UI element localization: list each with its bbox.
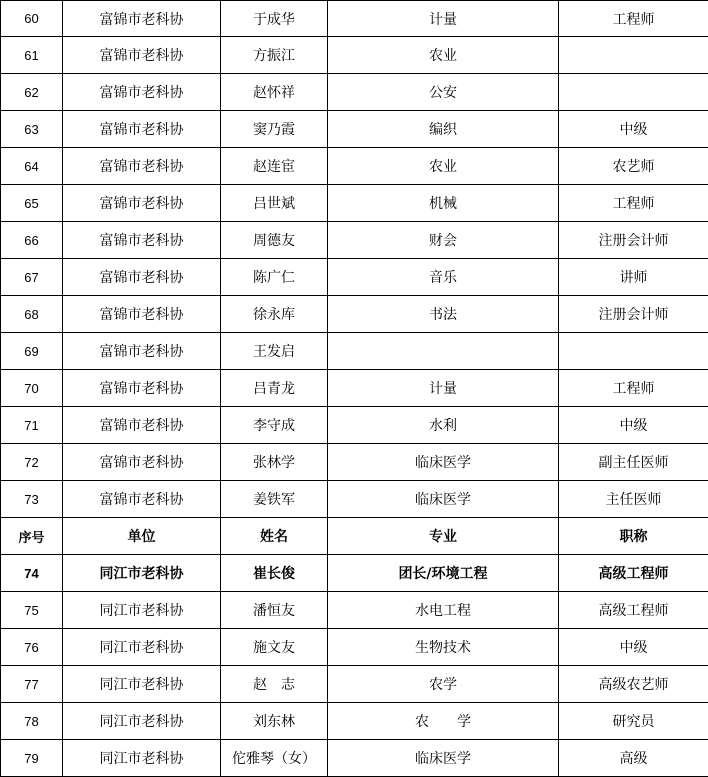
cell-title: 高级工程师 xyxy=(559,592,708,629)
table-row xyxy=(1,296,708,333)
cell-name: 方振江 xyxy=(221,37,328,74)
table-body xyxy=(1,1,708,777)
cell-name: 徐永库 xyxy=(221,296,328,333)
cell-name: 赵 志 xyxy=(221,666,328,703)
table-row xyxy=(1,407,708,444)
table-row xyxy=(1,740,708,777)
header-unit: 单位 xyxy=(63,518,221,555)
cell-unit: 富锦市老科协 xyxy=(63,296,221,333)
cell-serial: 65 xyxy=(1,185,63,222)
cell-unit: 富锦市老科协 xyxy=(63,370,221,407)
cell-title: 讲师 xyxy=(559,259,708,296)
cell-name: 佗雅琴（女） xyxy=(221,740,328,777)
cell-major: 机械 xyxy=(328,185,559,222)
cell-unit: 富锦市老科协 xyxy=(63,37,221,74)
table-row xyxy=(1,592,708,629)
cell-serial: 64 xyxy=(1,148,63,185)
cell-unit: 富锦市老科协 xyxy=(63,259,221,296)
cell-unit: 同江市老科协 xyxy=(63,629,221,666)
cell-name: 陈广仁 xyxy=(221,259,328,296)
cell-serial: 70 xyxy=(1,370,63,407)
cell-name: 李守成 xyxy=(221,407,328,444)
cell-name: 周德友 xyxy=(221,222,328,259)
cell-unit: 富锦市老科协 xyxy=(63,148,221,185)
cell-unit: 富锦市老科协 xyxy=(63,185,221,222)
table-row xyxy=(1,555,708,592)
table-row xyxy=(1,333,708,370)
cell-serial: 76 xyxy=(1,629,63,666)
cell-major: 农业 xyxy=(328,37,559,74)
table-row xyxy=(1,222,708,259)
cell-name: 张林学 xyxy=(221,444,328,481)
cell-title: 高级 xyxy=(559,740,708,777)
cell-major: 临床医学 xyxy=(328,481,559,518)
cell-serial: 77 xyxy=(1,666,63,703)
cell-serial: 78 xyxy=(1,703,63,740)
cell-major xyxy=(328,333,559,370)
cell-title xyxy=(559,333,708,370)
cell-serial: 72 xyxy=(1,444,63,481)
cell-name: 刘东林 xyxy=(221,703,328,740)
table-row xyxy=(1,259,708,296)
cell-major: 公安 xyxy=(328,74,559,111)
cell-serial: 67 xyxy=(1,259,63,296)
cell-unit: 同江市老科协 xyxy=(63,666,221,703)
table-row xyxy=(1,1,708,37)
cell-name: 姜铁军 xyxy=(221,481,328,518)
cell-title: 中级 xyxy=(559,629,708,666)
cell-title: 工程师 xyxy=(559,185,708,222)
table-row xyxy=(1,444,708,481)
cell-serial: 62 xyxy=(1,74,63,111)
cell-major: 计量 xyxy=(328,1,559,37)
cell-title: 主任医师 xyxy=(559,481,708,518)
table-row xyxy=(1,481,708,518)
table-row xyxy=(1,666,708,703)
table-row xyxy=(1,148,708,185)
table-row xyxy=(1,37,708,74)
cell-unit: 富锦市老科协 xyxy=(63,74,221,111)
cell-serial: 71 xyxy=(1,407,63,444)
cell-major: 书法 xyxy=(328,296,559,333)
cell-major: 编织 xyxy=(328,111,559,148)
cell-major: 临床医学 xyxy=(328,444,559,481)
cell-serial: 69 xyxy=(1,333,63,370)
cell-name: 吕世斌 xyxy=(221,185,328,222)
table-row xyxy=(1,74,708,111)
cell-name: 于成华 xyxy=(221,1,328,37)
cell-unit: 富锦市老科协 xyxy=(63,222,221,259)
cell-major: 水电工程 xyxy=(328,592,559,629)
cell-unit: 富锦市老科协 xyxy=(63,333,221,370)
cell-serial: 68 xyxy=(1,296,63,333)
cell-major: 计量 xyxy=(328,370,559,407)
cell-unit: 富锦市老科协 xyxy=(63,407,221,444)
cell-major: 音乐 xyxy=(328,259,559,296)
cell-title: 中级 xyxy=(559,407,708,444)
table-row xyxy=(1,111,708,148)
header-row xyxy=(1,518,708,555)
cell-major: 团长/环境工程 xyxy=(328,555,559,592)
cell-major: 农业 xyxy=(328,148,559,185)
cell-unit: 富锦市老科协 xyxy=(63,1,221,37)
cell-title: 工程师 xyxy=(559,370,708,407)
table-row xyxy=(1,370,708,407)
cell-title: 副主任医师 xyxy=(559,444,708,481)
cell-major: 农学 xyxy=(328,666,559,703)
cell-title xyxy=(559,37,708,74)
cell-name: 窦乃霞 xyxy=(221,111,328,148)
header-major: 专业 xyxy=(328,518,559,555)
cell-title: 高级工程师 xyxy=(559,555,708,592)
cell-major: 生物技术 xyxy=(328,629,559,666)
header-name: 姓名 xyxy=(221,518,328,555)
cell-major: 农 学 xyxy=(328,703,559,740)
cell-name: 潘恒友 xyxy=(221,592,328,629)
cell-name: 施文友 xyxy=(221,629,328,666)
cell-unit: 富锦市老科协 xyxy=(63,481,221,518)
cell-title: 工程师 xyxy=(559,1,708,37)
cell-name: 赵连宦 xyxy=(221,148,328,185)
cell-title: 高级农艺师 xyxy=(559,666,708,703)
cell-serial: 63 xyxy=(1,111,63,148)
cell-unit: 富锦市老科协 xyxy=(63,444,221,481)
cell-title xyxy=(559,74,708,111)
cell-unit: 同江市老科协 xyxy=(63,703,221,740)
cell-unit: 富锦市老科协 xyxy=(63,111,221,148)
cell-unit: 同江市老科协 xyxy=(63,592,221,629)
cell-name: 吕青龙 xyxy=(221,370,328,407)
cell-title: 农艺师 xyxy=(559,148,708,185)
cell-name: 赵怀祥 xyxy=(221,74,328,111)
cell-major: 财会 xyxy=(328,222,559,259)
cell-title: 中级 xyxy=(559,111,708,148)
cell-name: 崔长俊 xyxy=(221,555,328,592)
cell-major: 临床医学 xyxy=(328,740,559,777)
cell-serial: 66 xyxy=(1,222,63,259)
cell-serial: 74 xyxy=(1,555,63,592)
cell-title: 注册会计师 xyxy=(559,222,708,259)
cell-name: 王发启 xyxy=(221,333,328,370)
cell-serial: 79 xyxy=(1,740,63,777)
cell-major: 水利 xyxy=(328,407,559,444)
cell-serial: 60 xyxy=(1,1,63,37)
cell-unit: 同江市老科协 xyxy=(63,740,221,777)
table-row xyxy=(1,185,708,222)
cell-serial: 73 xyxy=(1,481,63,518)
header-title: 职称 xyxy=(559,518,708,555)
cell-unit: 同江市老科协 xyxy=(63,555,221,592)
cell-title: 注册会计师 xyxy=(559,296,708,333)
table-row xyxy=(1,703,708,740)
cell-serial: 61 xyxy=(1,37,63,74)
cell-serial: 75 xyxy=(1,592,63,629)
header-serial: 序号 xyxy=(1,518,63,555)
table-row xyxy=(1,629,708,666)
cell-title: 研究员 xyxy=(559,703,708,740)
